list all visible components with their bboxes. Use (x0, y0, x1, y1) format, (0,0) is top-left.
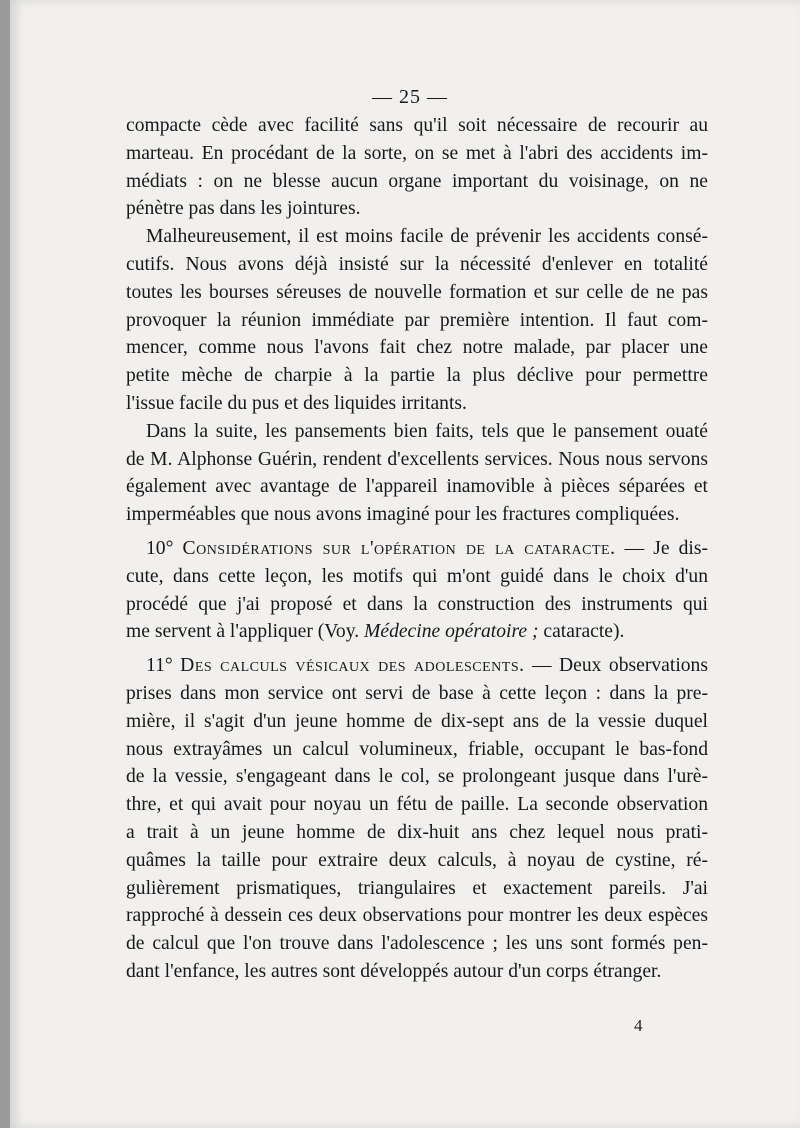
text-line: mière, il s'agit d'un jeune homme de dix-sept ans de la vessie duquel (126, 710, 708, 732)
section-10 (126, 535, 708, 646)
text-line: thre, et qui avait pour noyau un fétu de paille. La seconde observation (126, 794, 708, 816)
text-line: prises dans mon service ont servi de base à cette leçon : dans la pre- (126, 682, 708, 704)
section-11-lines (126, 680, 708, 986)
text-line: de calcul que l'on trouve dans l'adolescence ; les uns sont formés pen- (126, 933, 708, 955)
text-line: toutes les bourses séreuses de nouvelle formation et sur celle de ne pas (126, 281, 708, 303)
text-line: de M. Alphonse Guérin, rendent d'excellents services. Nous nous servons (126, 448, 708, 470)
text-line: l'issue facile du pus et des liquides irritants. (126, 392, 467, 414)
text-line: rapproché à dessein ces deux observations pour montrer les deux espèces (126, 905, 708, 927)
text-line: imperméables que nous avons imaginé pour les fractures compliquées. (126, 504, 680, 526)
section-11-dash: — Deux observations (531, 655, 708, 677)
text-line: quâmes la taille pour extraire deux calculs, à noyau de cystine, ré- (126, 849, 708, 871)
section-10-number: 10° (146, 537, 174, 559)
text-line: dant l'enfance, les autres sont développés autour d'un corps étranger. (126, 960, 662, 982)
text-line: mencer, comme nous l'avons fait chez notre malade, par placer une (126, 337, 708, 359)
text-line: pénètre pas dans les jointures. (126, 198, 361, 220)
section-10-final-post: cataracte). (538, 621, 625, 643)
section-11-heading: Des calculs vésicaux des adolescents. (180, 655, 525, 677)
text-line: provoquer la réunion immédiate par première intention. Il faut com- (126, 309, 708, 331)
text-line: petite mèche de charpie à la partie la plus déclive pour permettre (126, 365, 708, 387)
section-10-heading: Considérations sur l'opération de la cataracte. (182, 537, 616, 559)
section-10-dash: — Je dis- (624, 537, 708, 559)
text-line: compacte cède avec facilité sans qu'il soit nécessaire de recourir au (126, 115, 708, 136)
section-10-lines (126, 563, 708, 619)
section-10-heading-line (126, 535, 708, 563)
section-11-number: 11° (146, 655, 173, 677)
page-number: — 25 — (372, 86, 448, 108)
text-line: également avec avantage de l'appareil inamovible à pièces séparées et (126, 476, 708, 498)
text-line: Malheureusement, il est moins facile de prévenir les accidents consé- (146, 226, 708, 248)
section-10-final-line (126, 618, 708, 646)
text-line: médiats : on ne blesse aucun organe important du voisinage, on ne (126, 170, 708, 192)
book-page (10, 0, 800, 1128)
section-11 (126, 652, 708, 986)
text-line: de la vessie, s'engageant dans le col, se prolongeant jusque dans l'urè- (126, 766, 708, 788)
text-line: Dans la suite, les pansements bien faits, tels que le pansement ouaté (146, 420, 708, 442)
text-line: cutifs. Nous avons déjà insisté sur la nécessité d'enlever en totalité (126, 253, 708, 275)
text-line: marteau. En procédant de la sorte, on se met à l'abri des accidents im- (126, 142, 708, 164)
section-10-final-pre: me servent à l'appliquer (Voy. (126, 621, 365, 643)
text-line: cute, dans cette leçon, les motifs qui m'ont guidé dans le choix d'un (126, 565, 708, 587)
text-line: a trait à un jeune homme de dix-huit ans chez lequel nous prati- (126, 821, 708, 843)
body-paragraphs (126, 112, 708, 529)
signature-mark: 4 (634, 1016, 643, 1035)
section-10-final-italic: Médecine opératoire ; (364, 621, 539, 643)
text-line: procédé que j'ai proposé et dans la construction des instruments qui (126, 593, 708, 615)
section-11-heading-line (126, 652, 708, 680)
page-body (126, 112, 708, 986)
text-line: nous extrayâmes un calcul volumineux, friable, occupant le bas-fond (126, 738, 708, 760)
text-line: gulièrement prismatiques, triangulaires et exactement pareils. J'ai (126, 877, 708, 899)
